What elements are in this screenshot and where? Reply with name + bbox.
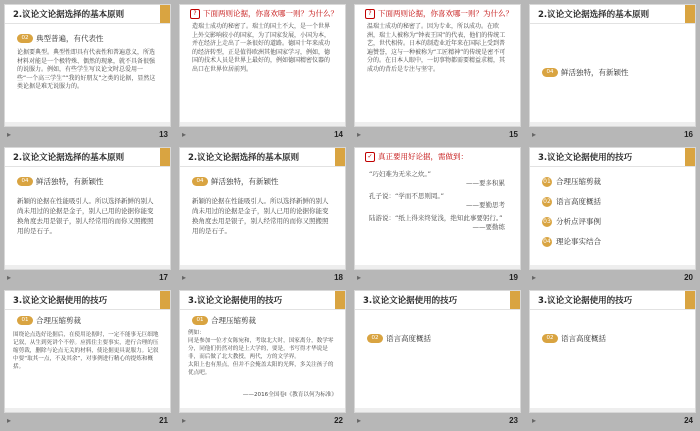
footer-bar — [355, 265, 520, 269]
cell-bar — [179, 270, 346, 284]
footer-bar — [530, 122, 695, 126]
quote-item: 陆游说：“纸上得来终觉浅，绝知此事要躬行。” ——要勤练 — [369, 214, 505, 231]
accent-bar — [160, 5, 170, 23]
star-icon: ▸ — [532, 415, 537, 425]
slide-number: 15 — [509, 129, 518, 139]
slide-question: ✓ 真正要用好论据，需做到： — [365, 151, 468, 162]
slide-number: 16 — [684, 129, 693, 139]
slide-title: 3.议论文论据使用的技巧 — [355, 291, 520, 310]
slide-number: 20 — [684, 272, 693, 282]
slide-body: 温瑞士成功的秘密了。因为专业，所以成功。在欧洲，瑞士人被称为“钟表王国”的代表，他们的传统工艺，世代相传。日本的制造业近年来在国际上受到普遍赞誉，这与一种被称为“工匠精神”的传统是密不可分的。在日本人眼中，一切事物都需要精益求精，其成功的背后是专注与坚守。 — [367, 23, 506, 73]
footer-bar — [180, 408, 345, 412]
cell-bar — [354, 127, 521, 141]
cell-bar — [354, 413, 521, 427]
footer-bar — [5, 265, 170, 269]
slide-cell-18[interactable] — [179, 147, 346, 284]
point-heading: 01 合理压缩剪裁 — [192, 315, 256, 325]
footer-bar — [355, 408, 520, 412]
footer-bar — [5, 408, 170, 412]
point-badge: 02 — [17, 34, 33, 43]
item-badge: 04 — [543, 237, 551, 245]
point-badge: 01 — [192, 316, 208, 325]
slide-title: 2.议论文论据选择的基本原则 — [5, 5, 170, 24]
slide-body: 新颖的论据在性能吸引人。所以选择新鲜的别人尚未用过的论据是金子，别人已用的论据你能变换角度去用是银子，别人经常用的而你又照搬照用的是石子。 — [192, 197, 329, 235]
slide-thumbnail[interactable] — [4, 290, 171, 413]
point-heading: 04 鲜活独特，有新颖性 — [542, 67, 629, 77]
cell-bar — [354, 270, 521, 284]
star-icon: ▸ — [357, 272, 362, 282]
footer-bar — [180, 265, 345, 269]
question-icon: ? — [365, 9, 375, 19]
slide-cell-24[interactable] — [529, 290, 696, 427]
list-item: 02 语言高度概括 — [543, 197, 601, 206]
star-icon: ▸ — [7, 129, 12, 139]
quote-item: “巧妇难为无米之炊。” ——要多积累 — [369, 170, 505, 187]
slide-question: ? 下面两则论据，你喜欢哪一则？为什么？ — [190, 8, 338, 19]
point-heading: 04 鲜活独特，有新颖性 — [17, 176, 104, 186]
accent-bar — [510, 291, 520, 309]
slide-thumbnail[interactable] — [4, 4, 171, 127]
tips-list — [542, 176, 601, 256]
slide-thumbnail[interactable] — [354, 290, 521, 413]
slide-thumbnail[interactable] — [4, 147, 171, 270]
slide-body: 例如： 同是参加一位才女陈宛和，考取北大时，国家离分，数学零分，同他们仍然对的是上大学的，要是，书写得才华说是非，而后做了北大教授，两代，方的文学界。 太阳上也有黑点，但并不会掩盖太阳的光辉，多关注孩子的优点吧。 — [188, 330, 334, 376]
slide-cell-20[interactable] — [529, 147, 696, 284]
list-item: 04 理论事实结合 — [543, 237, 601, 246]
cell-bar — [179, 413, 346, 427]
slide-cell-16[interactable] — [529, 4, 696, 141]
slide-title: 2.议论文论据选择的基本原则 — [530, 5, 695, 24]
star-icon: ▸ — [182, 415, 187, 425]
cell-bar — [529, 270, 696, 284]
point-heading: 01 合理压缩剪裁 — [17, 315, 81, 325]
footer-bar — [530, 408, 695, 412]
item-badge: 03 — [543, 217, 551, 225]
slide-number: 22 — [334, 415, 343, 425]
cell-bar — [4, 413, 171, 427]
slide-title: 3.议论文论据使用的技巧 — [180, 291, 345, 310]
slide-number: 23 — [509, 415, 518, 425]
point-badge: 04 — [17, 177, 33, 186]
star-icon: ▸ — [357, 129, 362, 139]
quote-item: 孔子说：“学而不思则罔。” ——要勤思考 — [369, 192, 505, 209]
list-item: 03 分析点评事例 — [543, 217, 601, 226]
cell-bar — [529, 413, 696, 427]
accent-bar — [685, 291, 695, 309]
accent-bar — [335, 291, 345, 309]
slide-title: 3.议论文论据使用的技巧 — [530, 291, 695, 310]
slide-number: 21 — [159, 415, 168, 425]
star-icon: ▸ — [532, 272, 537, 282]
slide-body: 论据要典型。典型性即具有代表性和普遍意义，所选材料对能是一个极特殊、偶然的现象，就不具备很强的说服力。例如，有些学生写议论文时总爱用一些“一个高三学生”“我的好朋友”之类的论据，显然这类论据是难无说服力的。 — [17, 49, 156, 91]
slide-question: ? 下面两则论据，你喜欢哪一则？为什么？ — [365, 8, 513, 19]
slide-cell-21[interactable] — [4, 290, 171, 427]
accent-bar — [685, 148, 695, 166]
slide-number: 24 — [684, 415, 693, 425]
point-heading: 04 鲜活独特，有新颖性 — [192, 176, 279, 186]
slide-cell-19[interactable] — [354, 147, 521, 284]
slide-cell-15[interactable] — [354, 4, 521, 141]
point-badge: 04 — [192, 177, 208, 186]
slide-thumbnail[interactable] — [179, 4, 346, 127]
slide-body: 围绕论点选好论据后，在使用论据时，一定不能事无巨细地记叙，从生到死讲个不停。应抓住主要事实，进行合理的压缩剪裁，删除与论点无关的材料，使论据更具说服力。记叙中要“取其一点，不及其余”，对事例进行精心的提炼和概括。 — [13, 332, 159, 370]
point-badge: 04 — [542, 68, 558, 77]
slide-cell-14[interactable] — [179, 4, 346, 141]
point-badge: 02 — [542, 334, 558, 343]
cell-bar — [529, 127, 696, 141]
footer-bar — [530, 265, 695, 269]
source-citation: ——2016全国卷Ⅰ《教育以何为标准》 — [242, 392, 337, 398]
slide-cell-13[interactable] — [4, 4, 171, 141]
accent-bar — [160, 291, 170, 309]
cell-bar — [179, 127, 346, 141]
slide-thumbnail[interactable] — [179, 147, 346, 270]
footer-bar — [180, 122, 345, 126]
slide-thumbnail[interactable] — [529, 147, 696, 270]
cell-bar — [4, 270, 171, 284]
point-badge: 02 — [367, 334, 383, 343]
slide-title: 2.议论文论据选择的基本原则 — [180, 148, 345, 167]
item-badge: 02 — [543, 197, 551, 205]
star-icon: ▸ — [7, 272, 12, 282]
slide-number: 18 — [334, 272, 343, 282]
slide-thumbnail[interactable] — [354, 4, 521, 127]
cell-bar — [4, 127, 171, 141]
slide-body: 造瑞士成功的秘密了。瑞士的国土不大，是一个世界上外交影响较小的国家，为了国家发展，小国为本，并在经济上走出了一条很好的道路。德国十年来成功的经济转型，正是值得欧洲其他国家学习，例如，德国的技术人员是世界上最好的，例如德国精密仪器的出口在世界位居前列。 — [192, 23, 331, 73]
slide-thumbnail[interactable] — [354, 147, 521, 270]
item-badge: 01 — [543, 177, 551, 185]
star-icon: ▸ — [182, 129, 187, 139]
slide-number: 17 — [159, 272, 168, 282]
slide-cell-22[interactable] — [179, 290, 346, 427]
star-icon: ▸ — [7, 415, 12, 425]
slide-sorter-grid — [4, 4, 696, 427]
slide-number: 14 — [334, 129, 343, 139]
point-heading: 02 语言高度概括 — [367, 333, 431, 343]
slide-number: 13 — [159, 129, 168, 139]
slide-number: 19 — [509, 272, 518, 282]
slide-title: 2.议论文论据选择的基本原则 — [5, 148, 170, 167]
star-icon: ▸ — [357, 415, 362, 425]
slide-thumbnail[interactable] — [529, 4, 696, 127]
slide-cell-17[interactable] — [4, 147, 171, 284]
accent-bar — [335, 148, 345, 166]
point-badge: 01 — [17, 316, 33, 325]
accent-bar — [685, 5, 695, 23]
slide-thumbnail[interactable] — [179, 290, 346, 413]
question-icon: ? — [190, 9, 200, 19]
slide-title: 3.议论文论据使用的技巧 — [5, 291, 170, 310]
slide-cell-23[interactable] — [354, 290, 521, 427]
slide-body: 新颖的论据在性能吸引人。所以选择新鲜的别人尚未用过的论据是金子，别人已用的论据你能变换角度去用是银子，别人经常用的而你又照搬照用的是石子。 — [17, 197, 154, 235]
list-item: 01 合理压缩剪裁 — [543, 177, 601, 186]
check-icon: ✓ — [365, 152, 375, 162]
point-heading: 02 语言高度概括 — [542, 333, 606, 343]
point-heading: 02 典型普遍，有代表性 — [17, 33, 104, 43]
star-icon: ▸ — [182, 272, 187, 282]
slide-thumbnail[interactable] — [529, 290, 696, 413]
footer-bar — [5, 122, 170, 126]
star-icon: ▸ — [532, 129, 537, 139]
slide-title: 3.议论文论据使用的技巧 — [530, 148, 695, 167]
accent-bar — [160, 148, 170, 166]
footer-bar — [355, 122, 520, 126]
